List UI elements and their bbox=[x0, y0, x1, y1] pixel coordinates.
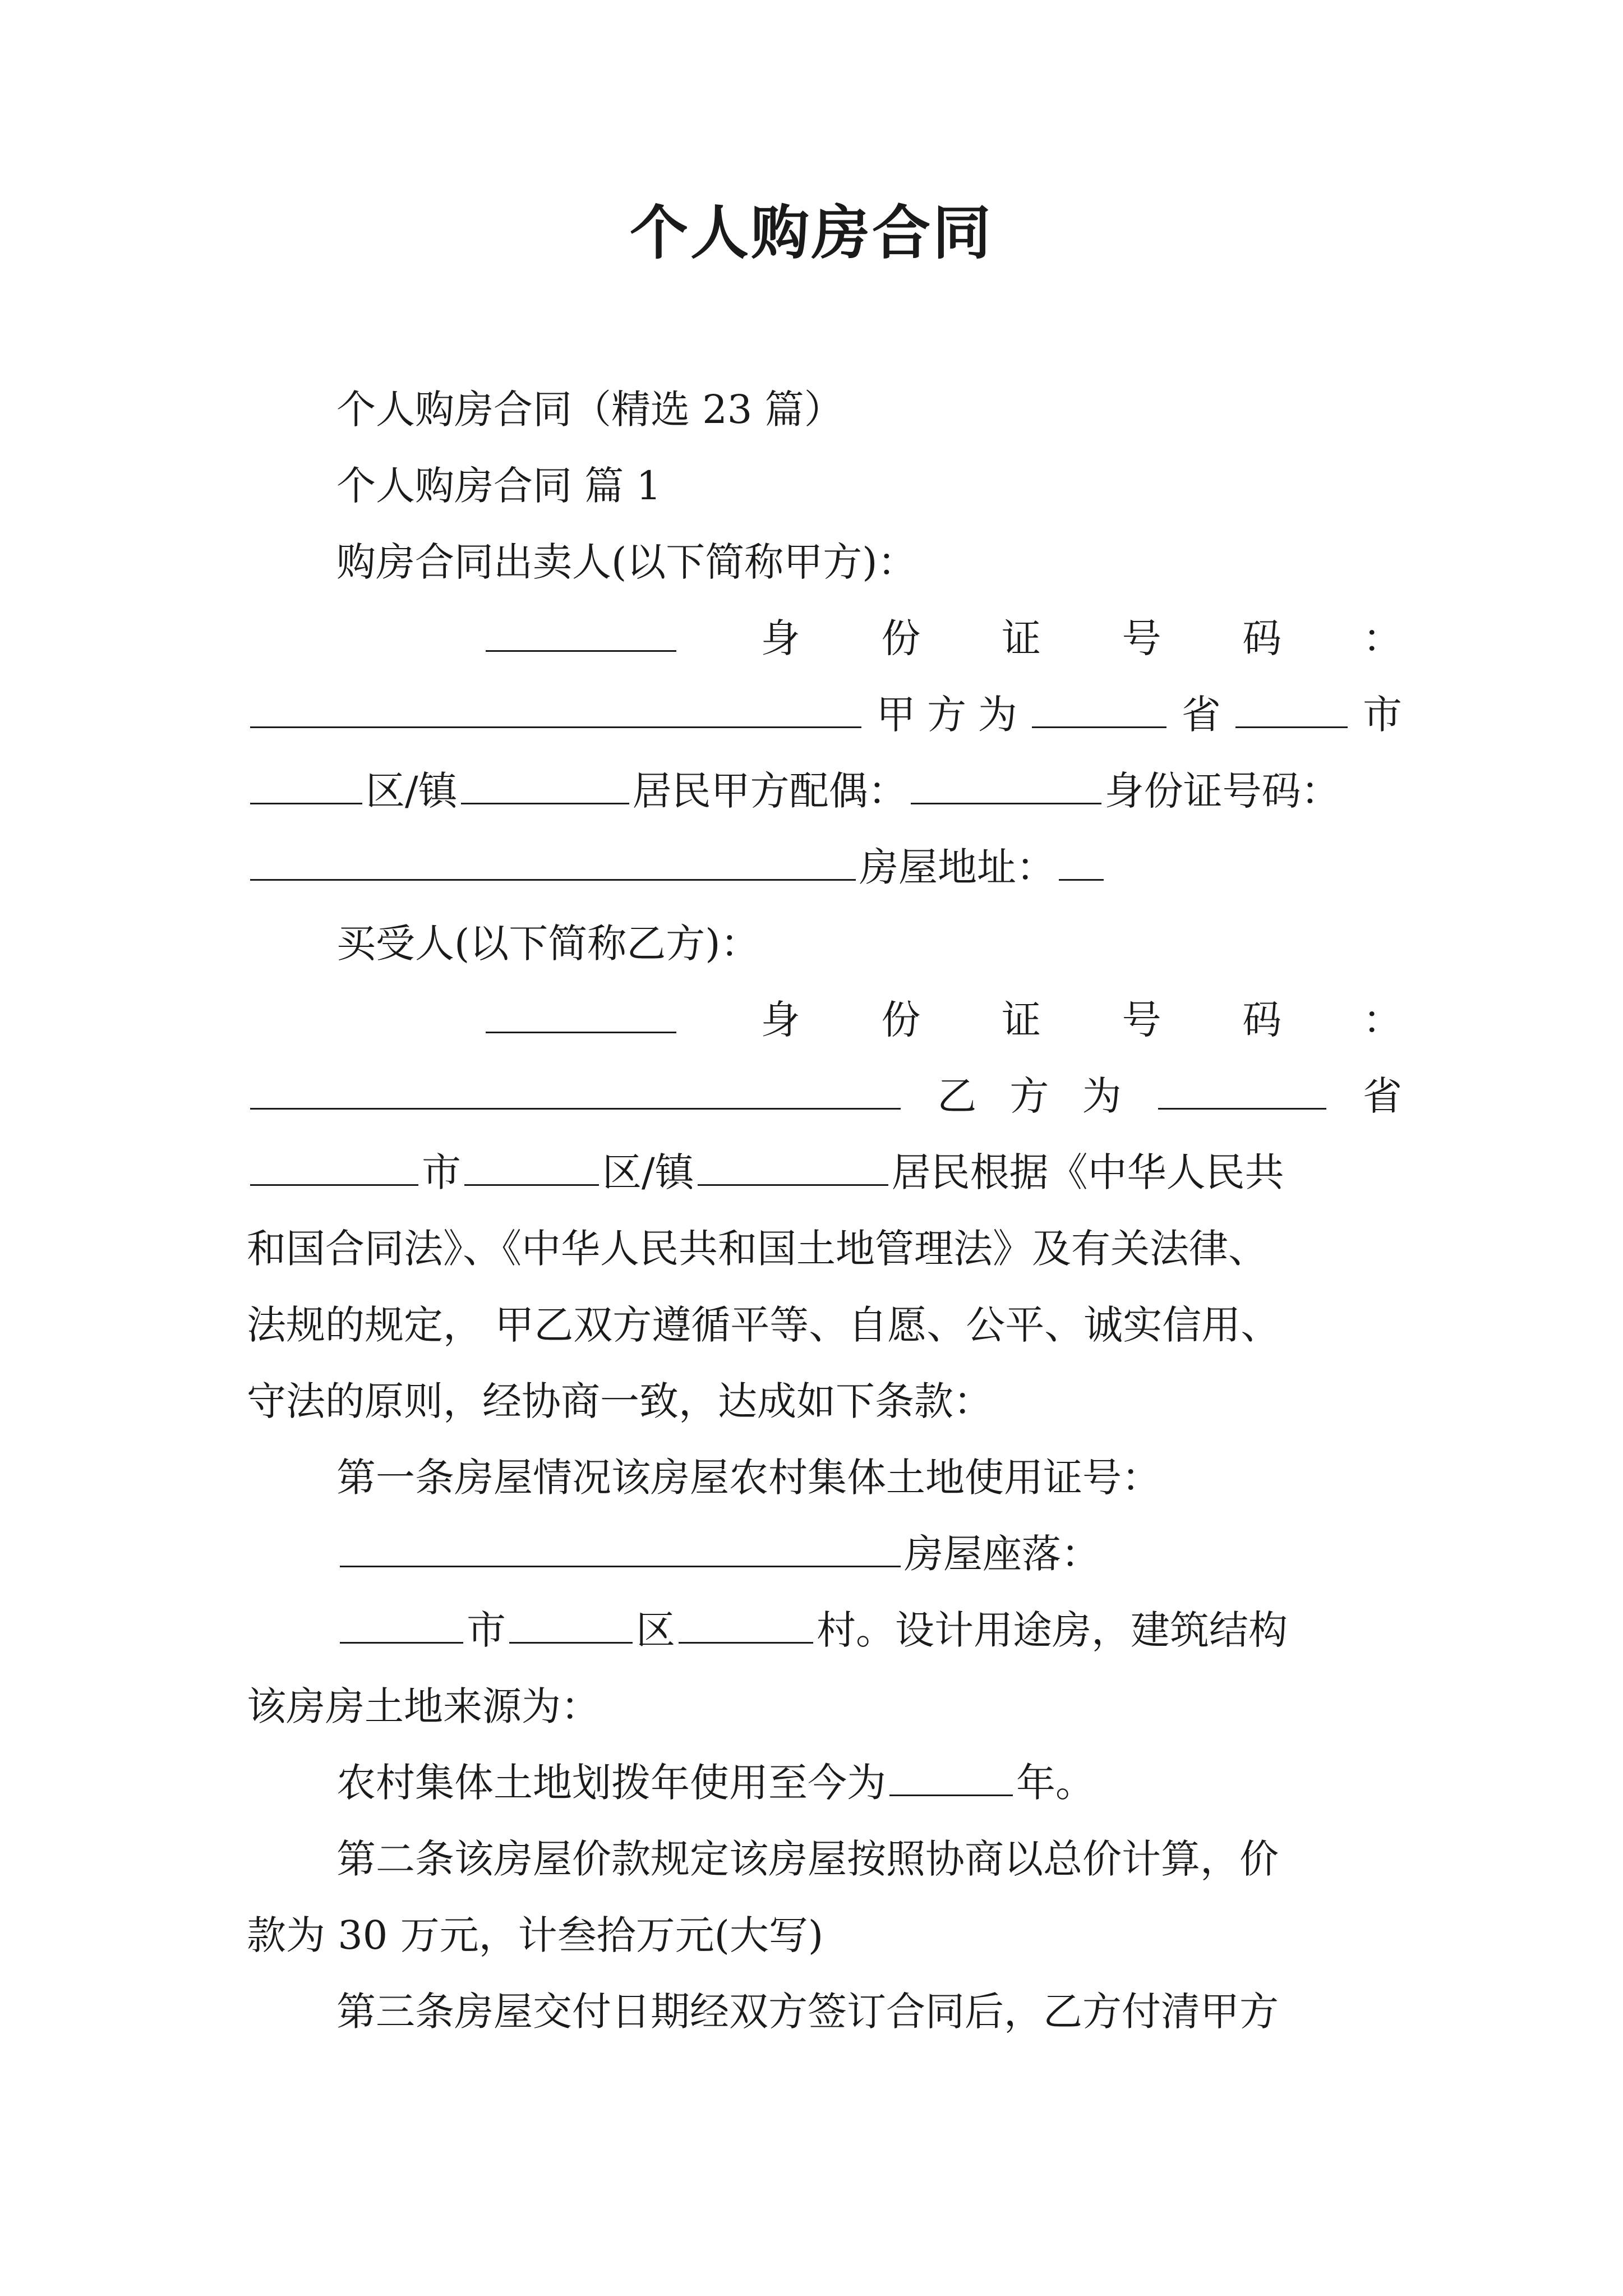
text-segment: 个人购房合同（精选 23 篇） bbox=[336, 386, 843, 432]
fill-in-blank bbox=[486, 992, 676, 1033]
text-segment: 年。 bbox=[1016, 1760, 1095, 1806]
text-line-8 bbox=[247, 904, 1402, 983]
fill-in-blank bbox=[1059, 840, 1104, 881]
text-segment: 买受人(以下简称乙方)： bbox=[336, 921, 760, 967]
text-line-13 bbox=[247, 1286, 1402, 1364]
fill-in-blank bbox=[250, 763, 362, 804]
text-segment: 身 bbox=[760, 615, 800, 661]
text-line-7 bbox=[247, 828, 1402, 907]
text-line-3 bbox=[247, 523, 1402, 601]
fill-in-blank bbox=[1158, 1069, 1326, 1110]
text-line-22 bbox=[247, 1972, 1402, 2051]
fill-in-blank bbox=[250, 1069, 901, 1110]
fill-in-blank bbox=[340, 1603, 463, 1644]
fill-in-blank bbox=[679, 1603, 813, 1644]
text-segment: 省 bbox=[1181, 692, 1221, 738]
text-segment: 码 bbox=[1242, 997, 1282, 1043]
text-line-18 bbox=[247, 1667, 1402, 1746]
text-segment: 房屋座落： bbox=[904, 1531, 1100, 1577]
text-line-17 bbox=[247, 1591, 1402, 1669]
text-line-1 bbox=[247, 370, 1402, 449]
fill-in-blank bbox=[1032, 687, 1166, 728]
text-segment: 为 bbox=[978, 692, 1017, 738]
text-line-5 bbox=[247, 675, 1402, 754]
text-segment: 证 bbox=[1001, 615, 1041, 661]
text-line-9 bbox=[247, 981, 1402, 1059]
text-segment: 和国合同法》、《中华人民共和国土地管理法》及有关法律、 bbox=[247, 1226, 1267, 1272]
text-segment: 守法的原则，经协商一致，达成如下条款： bbox=[247, 1378, 993, 1424]
fill-in-blank bbox=[1235, 687, 1348, 728]
fill-in-blank bbox=[911, 763, 1101, 804]
text-line-21 bbox=[247, 1896, 1402, 1975]
text-segment: 市 bbox=[422, 1149, 461, 1195]
text-segment: 份 bbox=[881, 997, 921, 1043]
text-segment: 法规的规定， 甲乙双方遵循平等、自愿、公平、诚实信用、 bbox=[247, 1302, 1280, 1348]
text-segment: 第三条房屋交付日期经双方签订合同后，乙方付清甲方 bbox=[336, 1989, 1279, 2035]
text-line-15 bbox=[247, 1438, 1402, 1517]
text-segment: 身份证号码： bbox=[1104, 768, 1340, 814]
fill-in-blank bbox=[250, 840, 856, 881]
text-line-12 bbox=[247, 1209, 1402, 1288]
text-segment: 区/镇 bbox=[602, 1149, 694, 1195]
text-segment: 房屋地址： bbox=[859, 844, 1055, 890]
text-segment: 号 bbox=[1122, 615, 1161, 661]
text-line-20 bbox=[247, 1820, 1402, 1898]
fill-in-blank bbox=[889, 1755, 1013, 1796]
text-segment: 证 bbox=[1001, 997, 1041, 1043]
text-segment: 为 bbox=[1082, 1073, 1122, 1119]
text-segment: 号 bbox=[1122, 997, 1161, 1043]
text-segment: 码 bbox=[1242, 615, 1282, 661]
fill-in-blank bbox=[464, 1145, 599, 1186]
text-segment: 第二条该房屋价款规定该房屋按照协商以总价计算，价 bbox=[336, 1836, 1279, 1882]
text-segment: 省 bbox=[1362, 1073, 1402, 1119]
text-segment: ： bbox=[1362, 997, 1402, 1043]
text-segment: 份 bbox=[881, 615, 921, 661]
text-segment: 居民甲方配偶： bbox=[632, 768, 907, 814]
text-segment: 市 bbox=[1362, 692, 1402, 738]
text-line-11 bbox=[247, 1133, 1402, 1212]
text-segment: 方 bbox=[927, 692, 967, 738]
fill-in-blank bbox=[461, 763, 629, 804]
text-segment: 款为 30 万元，计叁拾万元(大写) bbox=[247, 1912, 824, 1958]
fill-in-blank bbox=[250, 687, 861, 728]
fill-in-blank bbox=[698, 1145, 888, 1186]
text-line-4 bbox=[247, 599, 1402, 678]
text-segment: 区 bbox=[636, 1607, 675, 1653]
document-title: 个人购房合同 bbox=[629, 198, 993, 267]
text-segment: 区/镇 bbox=[366, 768, 458, 814]
fill-in-blank bbox=[509, 1603, 633, 1644]
text-line-10 bbox=[247, 1057, 1402, 1135]
fill-in-blank bbox=[340, 1526, 901, 1567]
text-segment: 居民根据《中华人民共 bbox=[891, 1149, 1284, 1195]
text-line-19 bbox=[247, 1743, 1402, 1822]
text-line-2 bbox=[247, 447, 1402, 525]
text-segment: 购房合同出卖人(以下简称甲方)： bbox=[336, 539, 917, 585]
text-segment: 身 bbox=[760, 997, 800, 1043]
text-line-16 bbox=[247, 1515, 1402, 1593]
fill-in-blank bbox=[250, 1145, 418, 1186]
text-segment: 农村集体土地划拨年使用至今为 bbox=[336, 1760, 886, 1806]
text-segment: 个人购房合同 篇 1 bbox=[336, 463, 662, 509]
text-segment: 村。设计用途房，建筑结构 bbox=[817, 1607, 1288, 1653]
text-segment: 市 bbox=[467, 1607, 506, 1653]
text-segment: 该房房土地来源为： bbox=[247, 1683, 600, 1729]
text-segment: 方 bbox=[1009, 1073, 1049, 1119]
text-segment: 第一条房屋情况该房屋农村集体土地使用证号： bbox=[336, 1455, 1161, 1501]
text-segment: ： bbox=[1362, 615, 1402, 661]
fill-in-blank bbox=[486, 611, 676, 652]
text-segment: 乙 bbox=[937, 1073, 977, 1119]
text-segment: 甲 bbox=[876, 692, 916, 738]
text-line-14 bbox=[247, 1362, 1402, 1441]
text-line-6 bbox=[247, 752, 1402, 830]
